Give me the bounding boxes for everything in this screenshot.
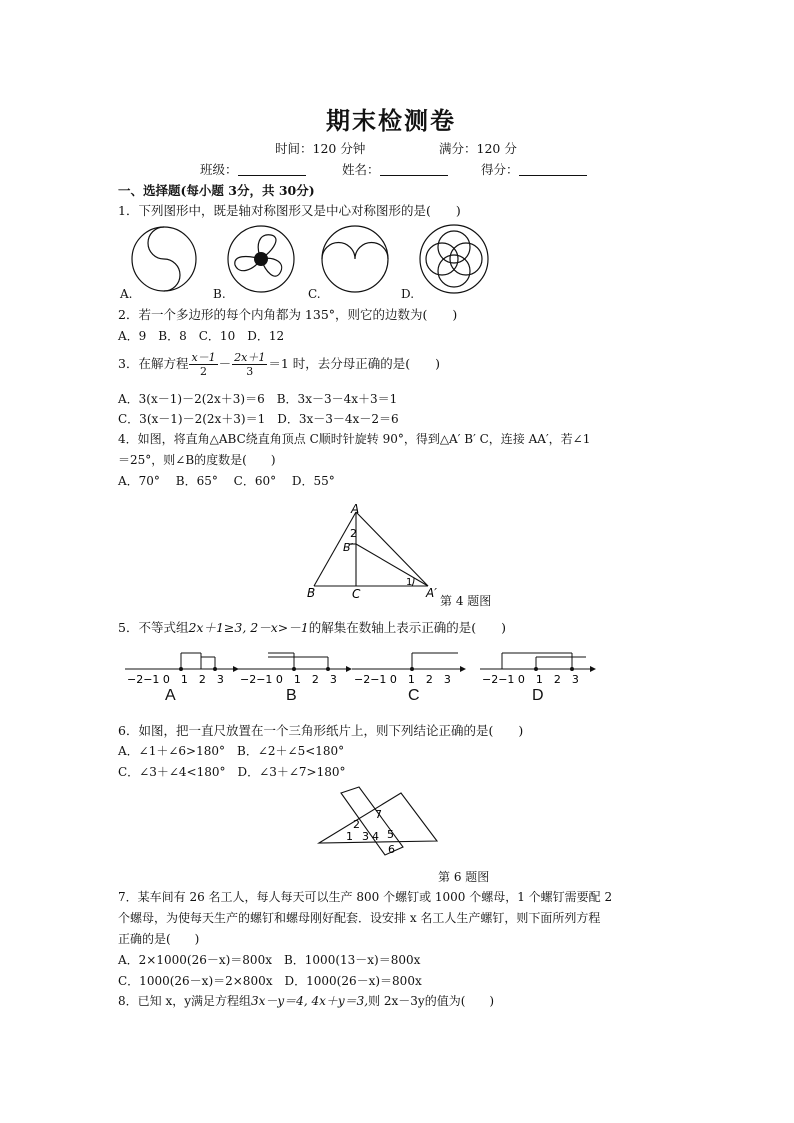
q6-angle-2: 2 [353, 818, 360, 831]
score-field[interactable] [481, 162, 587, 178]
q4-caption: 第 4 题图 [440, 594, 492, 608]
q5-number-line-d [480, 653, 596, 686]
q8-stem-post: 则 2x－3y的值为( ) [368, 994, 495, 1008]
q4-options: A．70° B．65° C．60° D．55° [118, 474, 335, 488]
q3-stem-post: ＝1 时，去分母正确的是( ) [268, 356, 441, 371]
q5-number-line-c [352, 653, 466, 686]
q8-stem [118, 994, 494, 1009]
q3-options-line1: A．3(x－1)－2(2x＋3)＝6 B．3x－3－4x＋3＝1 [118, 392, 398, 406]
q5-label-b: B [286, 687, 297, 704]
q7-options-line1: A．2×1000(26－x)＝800x B．1000(13－x)＝800x [118, 953, 421, 967]
name-label: 姓名： [342, 162, 380, 177]
score-label: 得分： [481, 162, 519, 177]
q5-number-line-b [238, 653, 352, 686]
class-field[interactable] [200, 162, 306, 178]
q6-angle-6: 6 [388, 843, 395, 856]
q6-figure [315, 785, 445, 860]
q5-ticks-a: −2−1 0 1 2 3 [127, 673, 224, 686]
q6-angle-3: 3 [362, 830, 369, 843]
q5-label-c: C [408, 687, 420, 704]
q1-label-d: D. [401, 287, 415, 301]
q1-label-b: B. [213, 287, 226, 301]
q1-figure-d [420, 225, 488, 293]
q3-minus: － [218, 356, 232, 371]
q5-stem [118, 620, 506, 636]
q5-system: 2x＋1≥3, 2－x>－1 [188, 620, 309, 635]
q5-stem-post: 的解集在数轴上表示正确的是( ) [308, 620, 506, 635]
q6-angle-1: 1 [346, 830, 353, 843]
q2-options: A．9 B．8 C．10 D．12 [118, 329, 285, 343]
q6-angle-5: 5 [387, 828, 394, 841]
q1-figure-b [228, 226, 294, 292]
q4-label-b-prime: B′ [343, 541, 354, 554]
name-blank[interactable] [380, 163, 448, 176]
page-title: 期末检测卷 [326, 106, 456, 135]
q6-angle-7: 7 [375, 808, 382, 821]
q4-label-a-prime: A′ [426, 586, 437, 600]
q5-number-lines [120, 645, 600, 690]
q2-stem: 2．若一个多边形的每个内角都为 135°，则它的边数为( ) [118, 307, 458, 322]
q1-figure-c [322, 226, 388, 292]
q5-ticks-b: −2−1 0 1 2 3 [240, 673, 337, 686]
q5-stem-pre: 5．不等式组 [118, 620, 189, 635]
q4-line1: 4．如图，将直角△ABC绕直角顶点 C顺时针旋转 90°，得到△A′ B′ C，连接 AA′，若∠1 [118, 432, 591, 446]
q4-label-a: A [351, 502, 360, 516]
q5-number-line-a [125, 653, 239, 686]
q4-label-b: B [307, 586, 316, 600]
q7-line3: 正确的是( ) [118, 932, 200, 946]
class-label: 班级： [200, 162, 238, 177]
time-info: 时间：120 分钟 [275, 141, 366, 156]
q4-label-angle2: 2 [350, 527, 357, 540]
class-blank[interactable] [238, 163, 306, 176]
q6-options-line2: C．∠3＋∠4<180° D．∠3＋∠7>180° [118, 765, 346, 779]
q3-fraction-1: $\frac{x-1}{2}$ [191, 351, 216, 378]
q7-line1: 7．某车间有 26 名工人，每人每天可以生产 800 个螺钉或 1000 个螺母，1 个螺钉需要配 2 [118, 890, 613, 904]
q1-stem: 1．下列图形中，既是轴对称图形又是中心对称图形的是( ) [118, 203, 461, 218]
q6-angle-4: 4 [372, 830, 379, 843]
q3-options-line2: C．3(x－1)－2(2x＋3)＝1 D．3x－3－4x－2＝6 [118, 412, 399, 426]
score-blank[interactable] [519, 163, 587, 176]
full-score-info: 满分：120 分 [439, 141, 517, 156]
q6-caption: 第 6 题图 [438, 870, 490, 884]
q7-line2: 个螺母，为使每天生产的螺钉和螺母刚好配套．设安排 x 名工人生产螺钉，则下面所列方程 [118, 911, 601, 925]
q1-label-c: C. [308, 287, 321, 301]
name-field[interactable] [342, 162, 448, 178]
q5-ticks-c: −2−1 0 1 2 3 [354, 673, 451, 686]
q6-options-line1: A．∠1＋∠6>180° B．∠2＋∠5<180° [118, 744, 345, 758]
q3-stem [118, 351, 440, 378]
q5-label-d: D [532, 687, 544, 704]
q4-label-c: C [352, 587, 361, 601]
q5-label-a: A [165, 687, 176, 704]
q8-stem-pre: 8．已知 x，y满足方程组 [118, 994, 251, 1008]
q4-label-angle1: 1 [406, 577, 413, 588]
q8-system: 3x－y＝4, 4x＋y＝3, [251, 994, 369, 1008]
q3-fraction-2: $\frac{2x+1}{3}$ [234, 351, 266, 378]
q1-figure-a [132, 227, 196, 291]
section-heading: 一、选择题(每小题 3分，共 30分) [118, 183, 315, 198]
q1-label-a: A. [120, 287, 133, 301]
q4-line2: ＝25°，则∠B的度数是( ) [118, 453, 276, 467]
q7-options-line2: C．1000(26－x)＝2×800x D．1000(26－x)＝800x [118, 974, 422, 988]
q3-stem-pre: 3．在解方程 [118, 356, 189, 371]
q5-ticks-d: −2−1 0 1 2 3 [482, 673, 579, 686]
q6-stem: 6．如图，把一直尺放置在一个三角形纸片上，则下列结论正确的是( ) [118, 723, 524, 738]
